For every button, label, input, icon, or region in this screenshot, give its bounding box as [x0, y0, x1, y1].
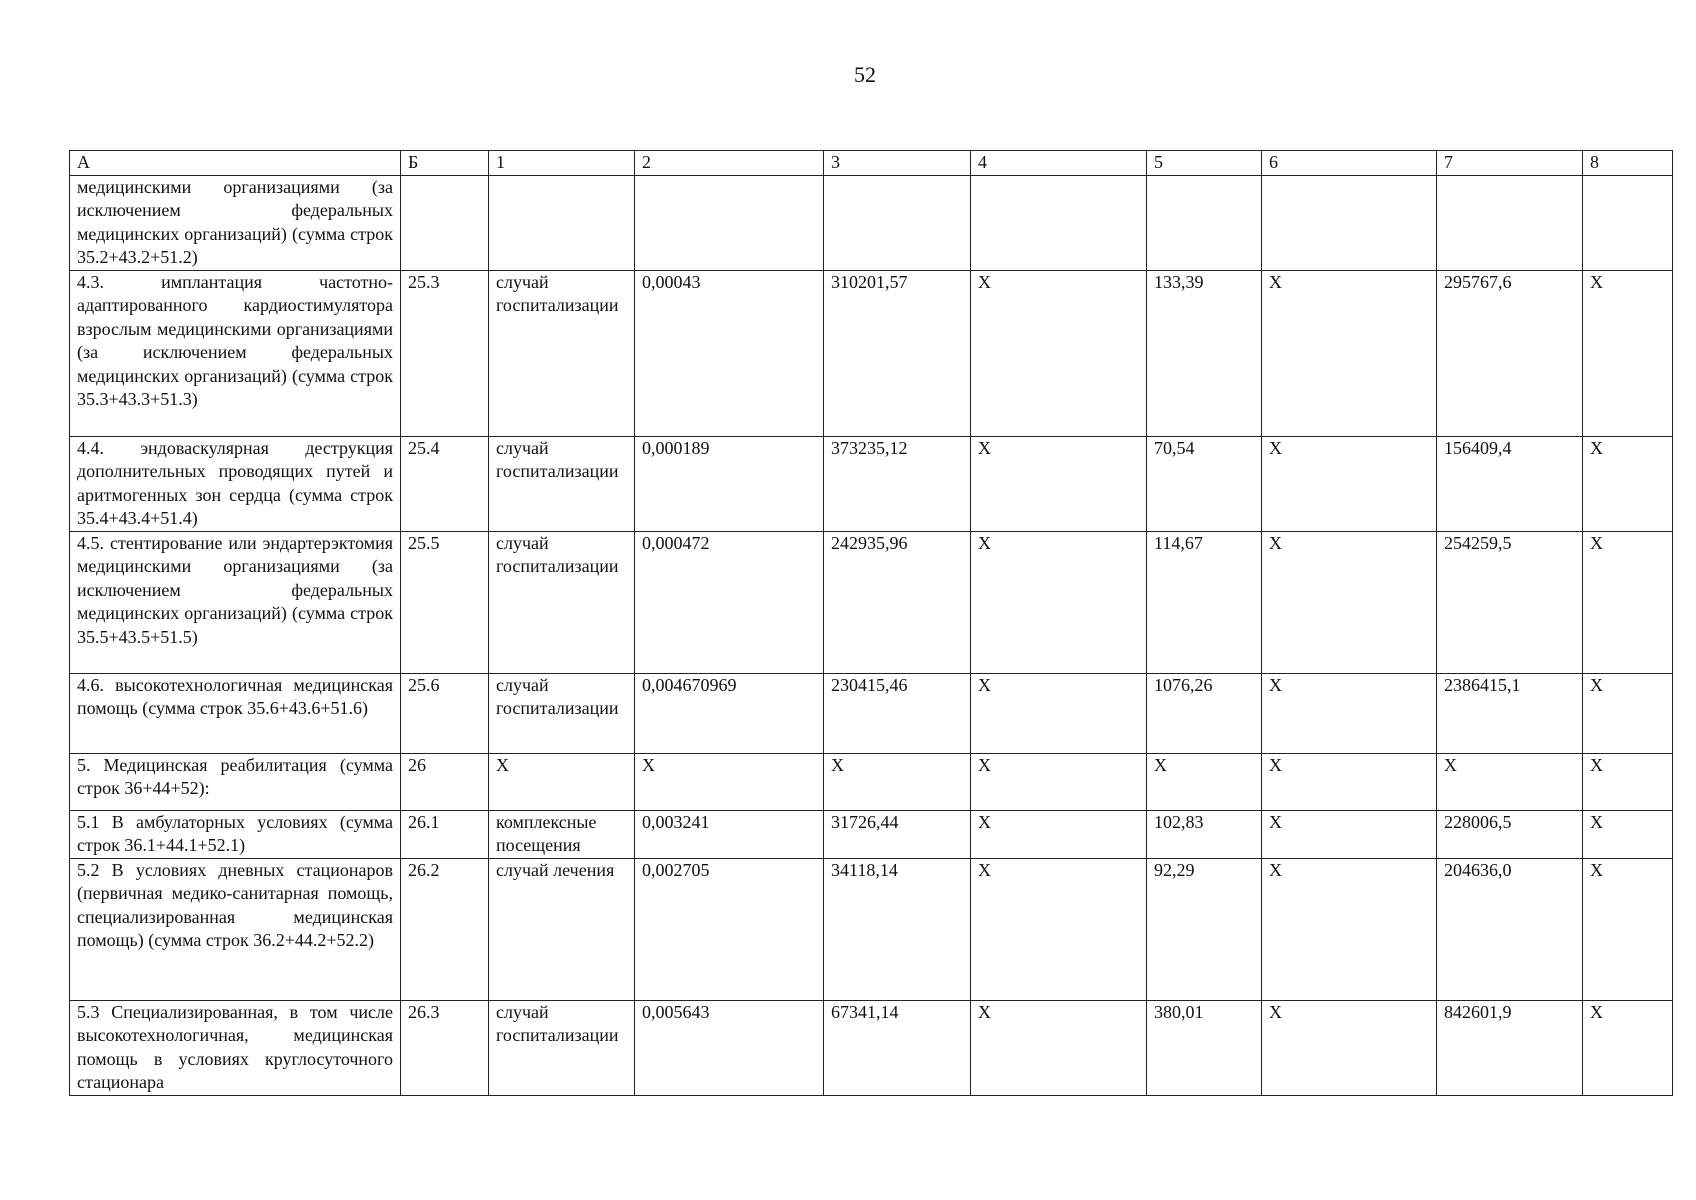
table-cell-col-2	[635, 175, 824, 270]
table-cell-description: 4.4. эндоваскулярная деструкция дополнительных проводящих путей и аритмогенных зон сердца (сумма строк 35.4+43.4+51.4)	[70, 436, 401, 531]
table-cell-col-7: 2386415,1	[1437, 673, 1583, 753]
table-row	[70, 436, 1673, 531]
col-header-3: 3	[824, 151, 971, 176]
col-header-8: 8	[1583, 151, 1673, 176]
table-cell-line-code	[401, 175, 489, 270]
table-cell-col-3: X	[824, 753, 971, 810]
table-cell-description: 5.1 В амбулаторных условиях (сумма строк 36.1+44.1+52.1)	[70, 810, 401, 858]
table-cell-description: 5.2 В условиях дневных стационаров (первичная медико-санитарная помощь, специализированная медицинская помощь) (сумма строк 36.2+44.2+52.2)	[70, 858, 401, 1000]
col-header-2: 2	[635, 151, 824, 176]
table-cell-col-2: 0,000472	[635, 531, 824, 673]
col-header-b: Б	[401, 151, 489, 176]
table-cell-col-5: X	[1147, 753, 1262, 810]
table-row	[70, 175, 1673, 270]
table-cell-col-1	[489, 175, 635, 270]
table-cell-col-8: X	[1583, 436, 1673, 531]
table-cell-description: 5.3 Специализированная, в том числе высокотехнологичная, медицинская помощь в условиях круглосуточного стационара	[70, 1000, 401, 1095]
table-cell-col-2: 0,005643	[635, 1000, 824, 1095]
table-cell-col-4	[971, 175, 1147, 270]
table-cell-col-8: X	[1583, 1000, 1673, 1095]
table-cell-col-4: X	[971, 810, 1147, 858]
table-cell-col-7: X	[1437, 753, 1583, 810]
table-cell-col-2: 0,000189	[635, 436, 824, 531]
table-cell-col-1: X	[489, 753, 635, 810]
table-cell-col-7	[1437, 175, 1583, 270]
col-header-a: А	[70, 151, 401, 176]
table-cell-col-5: 133,39	[1147, 270, 1262, 436]
table-cell-col-4: X	[971, 531, 1147, 673]
table-cell-col-7: 295767,6	[1437, 270, 1583, 436]
table-cell-col-6: X	[1262, 270, 1437, 436]
table-cell-col-8: X	[1583, 270, 1673, 436]
table-cell-col-1: случай госпитализации	[489, 436, 635, 531]
table-cell-col-4: X	[971, 436, 1147, 531]
table-cell-col-7: 156409,4	[1437, 436, 1583, 531]
table-row	[70, 810, 1673, 858]
table-cell-line-code: 25.4	[401, 436, 489, 531]
table-row	[70, 270, 1673, 436]
table-cell-col-1: случай госпитализации	[489, 1000, 635, 1095]
table-cell-description: 4.6. высокотехнологичная медицинская помощь (сумма строк 35.6+43.6+51.6)	[70, 673, 401, 753]
table-cell-line-code: 26.3	[401, 1000, 489, 1095]
table-cell-line-code: 25.6	[401, 673, 489, 753]
table-cell-col-2: 0,002705	[635, 858, 824, 1000]
table-cell-col-6: X	[1262, 858, 1437, 1000]
table-cell-col-5: 114,67	[1147, 531, 1262, 673]
table-cell-col-7: 842601,9	[1437, 1000, 1583, 1095]
table-cell-line-code: 26.1	[401, 810, 489, 858]
col-header-7: 7	[1437, 151, 1583, 176]
table-cell-col-2: 0,004670969	[635, 673, 824, 753]
table-cell-col-4: X	[971, 270, 1147, 436]
col-header-4: 4	[971, 151, 1147, 176]
header-row	[70, 151, 1673, 176]
table-cell-col-8: X	[1583, 531, 1673, 673]
col-header-6: 6	[1262, 151, 1437, 176]
table-cell-col-5	[1147, 175, 1262, 270]
table-cell-line-code: 26	[401, 753, 489, 810]
table-cell-description: медицинскими организациями (за исключением федеральных медицинских организаций) (сумма строк 35.2+43.2+51.2)	[70, 175, 401, 270]
data-table	[69, 150, 1673, 1096]
table-cell-col-6: X	[1262, 673, 1437, 753]
table-cell-col-5: 92,29	[1147, 858, 1262, 1000]
page-number: 52	[854, 62, 876, 87]
table-cell-line-code: 26.2	[401, 858, 489, 1000]
table-cell-description: 4.5. стентирование или эндартерэктомия медицинскими организациями (за исключением федеральных медицинских организаций) (сумма строк 35.5+43.5+51.5)	[70, 531, 401, 673]
table-cell-col-3: 31726,44	[824, 810, 971, 858]
table-cell-col-4: X	[971, 858, 1147, 1000]
table-cell-col-5: 70,54	[1147, 436, 1262, 531]
table-cell-col-4: X	[971, 1000, 1147, 1095]
col-header-5: 5	[1147, 151, 1262, 176]
table-cell-col-3: 310201,57	[824, 270, 971, 436]
table-cell-col-7: 254259,5	[1437, 531, 1583, 673]
table-row	[70, 753, 1673, 810]
table-cell-col-2: 0,003241	[635, 810, 824, 858]
table-cell-col-6: X	[1262, 1000, 1437, 1095]
table-cell-col-5: 380,01	[1147, 1000, 1262, 1095]
table-cell-col-3: 67341,14	[824, 1000, 971, 1095]
table-cell-col-1: случай госпитализации	[489, 531, 635, 673]
table-row	[70, 858, 1673, 1000]
table-row	[70, 1000, 1673, 1095]
table-cell-col-6: X	[1262, 810, 1437, 858]
table-cell-col-5: 102,83	[1147, 810, 1262, 858]
table-row	[70, 531, 1673, 673]
table-cell-col-3: 373235,12	[824, 436, 971, 531]
table-cell-description: 5. Медицинская реабилитация (сумма строк 36+44+52):	[70, 753, 401, 810]
table-cell-line-code: 25.3	[401, 270, 489, 436]
table-cell-col-2: 0,00043	[635, 270, 824, 436]
table-cell-col-6: X	[1262, 753, 1437, 810]
table-cell-col-4: X	[971, 753, 1147, 810]
table-cell-col-6: X	[1262, 436, 1437, 531]
table-cell-col-3: 34118,14	[824, 858, 971, 1000]
table-cell-col-6: X	[1262, 531, 1437, 673]
table-cell-col-1: комплексные посещения	[489, 810, 635, 858]
table-cell-line-code: 25.5	[401, 531, 489, 673]
table-cell-col-1: случай госпитализации	[489, 673, 635, 753]
table-row	[70, 673, 1673, 753]
table-cell-col-2: X	[635, 753, 824, 810]
table-cell-col-8: X	[1583, 753, 1673, 810]
table-cell-col-5: 1076,26	[1147, 673, 1262, 753]
table-cell-col-1: случай госпитализации	[489, 270, 635, 436]
table-cell-description: 4.3. имплантация частотно-адаптированного кардиостимулятора взрослым медицинскими организациями (за исключением федеральных медицинских организаций) (сумма строк 35.3+43.3+51.3)	[70, 270, 401, 436]
col-header-1: 1	[489, 151, 635, 176]
table-cell-col-8	[1583, 175, 1673, 270]
table-cell-col-7: 204636,0	[1437, 858, 1583, 1000]
table-cell-col-8: X	[1583, 673, 1673, 753]
table-cell-col-6	[1262, 175, 1437, 270]
table-cell-col-1: случай лечения	[489, 858, 635, 1000]
table-cell-col-8: X	[1583, 810, 1673, 858]
table-cell-col-3: 230415,46	[824, 673, 971, 753]
table-cell-col-4: X	[971, 673, 1147, 753]
table-cell-col-7: 228006,5	[1437, 810, 1583, 858]
table-cell-col-3: 242935,96	[824, 531, 971, 673]
table-cell-col-3	[824, 175, 971, 270]
table-cell-col-8: X	[1583, 858, 1673, 1000]
